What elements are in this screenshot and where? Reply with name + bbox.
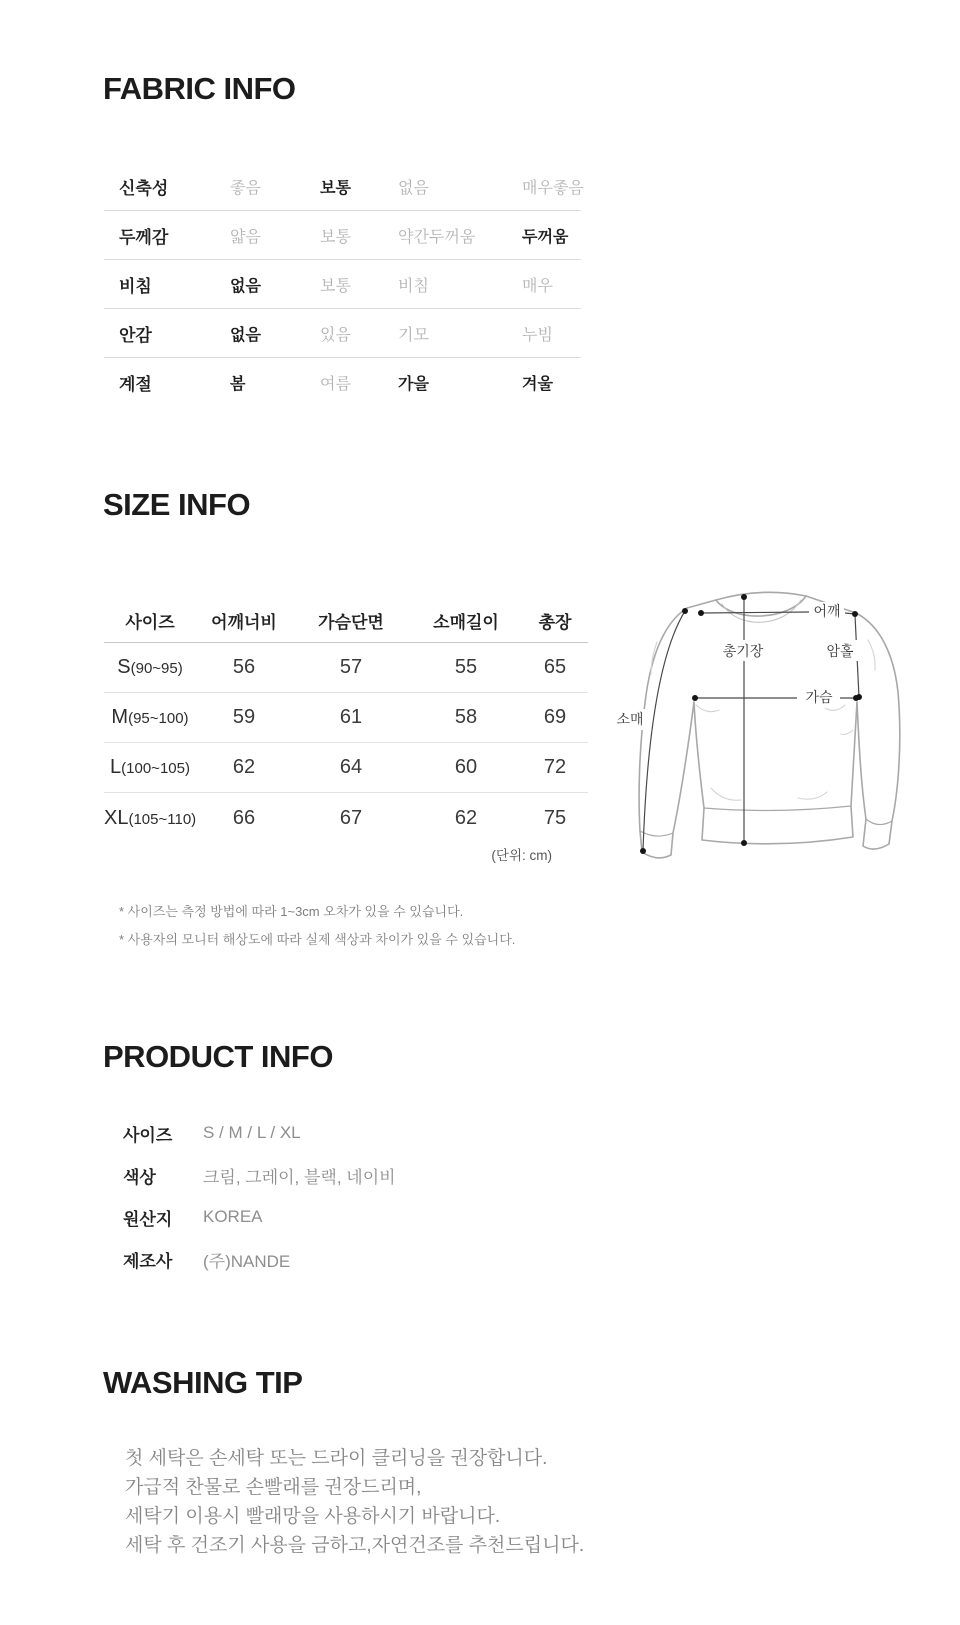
fabric-option: 여름 <box>320 376 351 393</box>
product-row-label: 사이즈 <box>123 1125 173 1145</box>
size-row-s <box>104 643 588 693</box>
size-cell: 56 <box>232 656 256 678</box>
size-notes <box>119 898 515 954</box>
sleeve-label: 소매 <box>616 711 644 727</box>
fabric-row-label: 신축성 <box>119 178 169 198</box>
washing-tip-line: 세탁 후 건조기 사용을 금하고,자연건조를 추천드립니다. <box>125 1535 585 1556</box>
fabric-info-table <box>104 162 584 407</box>
fabric-option: 없음 <box>398 179 429 197</box>
product-info-title: PRODUCT INFO <box>103 1039 333 1074</box>
fabric-option: 보통 <box>320 179 351 197</box>
size-row-xl <box>104 793 588 843</box>
size-info-table <box>104 598 588 843</box>
product-row-label: 색상 <box>123 1167 156 1187</box>
sweatshirt-drawing <box>583 550 958 870</box>
size-cell: 62 <box>454 806 478 829</box>
fabric-row-sheerness <box>104 260 581 309</box>
fabric-option: 보통 <box>320 228 351 246</box>
fabric-row-elasticity <box>104 162 584 211</box>
size-cell: 66 <box>232 806 256 829</box>
fabric-option: 비침 <box>398 277 429 295</box>
fabric-option: 약간두꺼움 <box>398 228 476 246</box>
size-cell: 60 <box>454 756 478 778</box>
fabric-option: 매우좋음 <box>522 179 584 197</box>
fabric-row-season <box>104 358 581 407</box>
fabric-row-label: 비침 <box>119 276 152 296</box>
fabric-row-label: 계절 <box>119 375 152 394</box>
total-length-label: 총기장 <box>722 643 764 659</box>
product-row-manufacturer <box>123 1238 396 1280</box>
washing-tip-line: 세탁기 이용시 빨래망을 사용하시기 바랍니다. <box>125 1506 501 1527</box>
fabric-option: 두꺼움 <box>522 228 569 246</box>
size-row-m <box>104 693 588 743</box>
size-cell: 64 <box>339 756 363 778</box>
product-row-value: 크림, 그레이, 블랙, 네이비 <box>203 1167 396 1187</box>
fabric-option: 보통 <box>320 277 351 295</box>
size-cell: 59 <box>232 706 256 728</box>
size-cell: 65 <box>543 656 567 678</box>
shoulder-label: 어깨 <box>813 603 841 619</box>
size-col-header: 가슴단면 <box>318 612 384 632</box>
shoulder-measure-line <box>701 612 809 613</box>
fabric-option: 기모 <box>398 326 429 344</box>
washing-tip-line: 가급적 찬물로 손빨래를 권장드리며, <box>125 1477 422 1498</box>
armhole-label: 암홀 <box>826 643 854 659</box>
washing-tip-title: WASHING TIP <box>103 1365 303 1400</box>
washing-tip-line: 첫 세탁은 손세탁 또는 드라이 클리닝을 권장합니다. <box>125 1448 548 1469</box>
size-row-label: L(100~105) <box>110 756 190 778</box>
fabric-option: 없음 <box>230 277 261 295</box>
fabric-info-title: FABRIC INFO <box>103 71 296 106</box>
size-cell: 75 <box>543 806 567 829</box>
product-row-size <box>123 1112 396 1154</box>
fabric-row-label: 두께감 <box>119 227 169 247</box>
chest-label: 가슴 <box>805 689 833 705</box>
fabric-row-lining <box>104 309 581 358</box>
size-cell: 67 <box>339 806 363 829</box>
product-info-table <box>123 1112 396 1280</box>
sleeve-measure-line <box>643 611 685 851</box>
fabric-option: 가을 <box>398 376 429 393</box>
fabric-option: 없음 <box>230 326 261 344</box>
product-row-value: (주)NANDE <box>203 1251 291 1271</box>
product-row-value: KOREA <box>203 1207 263 1226</box>
size-cell: 62 <box>232 756 256 778</box>
fabric-option: 얇음 <box>230 228 261 246</box>
size-col-header: 소매길이 <box>433 612 499 632</box>
product-row-label: 원산지 <box>123 1209 173 1229</box>
size-row-label: XL(105~110) <box>104 806 197 829</box>
fabric-option: 있음 <box>320 326 351 344</box>
product-row-value: S / M / L / XL <box>203 1123 301 1142</box>
size-cell: 58 <box>454 706 478 728</box>
fabric-option: 누빔 <box>522 326 553 344</box>
size-cell: 69 <box>543 706 567 728</box>
size-col-header: 총장 <box>538 612 572 632</box>
fabric-option: 매우 <box>522 277 553 295</box>
fabric-option: 좋음 <box>230 179 261 197</box>
size-table-header <box>104 598 588 643</box>
size-row-l <box>104 743 588 793</box>
size-note-line: * 사이즈는 측정 방법에 따라 1~3cm 오차가 있을 수 있습니다. <box>119 904 464 919</box>
size-row-label: S(90~95) <box>117 656 183 678</box>
size-cell: 61 <box>339 706 363 728</box>
product-row-origin <box>123 1196 396 1238</box>
size-col-header: 사이즈 <box>125 612 175 632</box>
fabric-option: 겨울 <box>522 376 553 393</box>
fabric-row-thickness <box>104 211 581 260</box>
sweatshirt-measurement-diagram <box>583 550 958 875</box>
size-row-label: M(95~100) <box>111 706 189 728</box>
size-col-header: 어깨너비 <box>211 612 277 632</box>
product-row-label: 제조사 <box>123 1251 173 1271</box>
fabric-row-label: 안감 <box>119 325 152 345</box>
size-note-line: * 사용자의 모니터 해상도에 따라 실제 색상과 차이가 있을 수 있습니다. <box>119 932 516 947</box>
size-cell: 55 <box>454 656 478 678</box>
washing-tip-lines <box>125 1444 584 1560</box>
size-info-title: SIZE INFO <box>103 487 251 522</box>
size-unit-note: (단위: cm) <box>491 848 552 863</box>
size-cell: 72 <box>543 756 567 778</box>
product-row-color <box>123 1154 396 1196</box>
size-cell: 57 <box>339 656 363 678</box>
fabric-option: 봄 <box>230 376 246 393</box>
